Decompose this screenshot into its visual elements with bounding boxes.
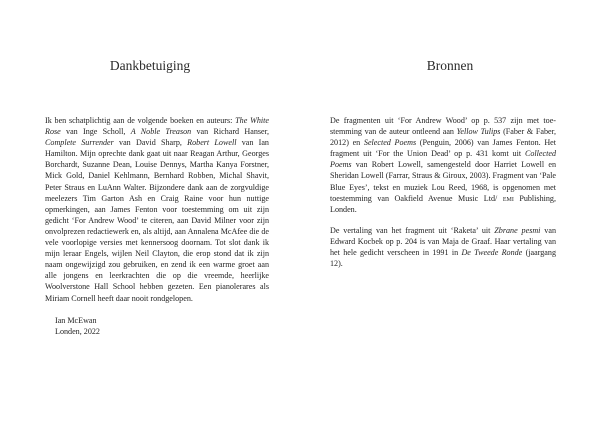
text-run: van Inge Scholl, xyxy=(60,127,131,137)
text-run: van Edward Kocbek op p. 204 is van Maja de Graaf. Haar vertaling van het hele gedicht verscheen in 1991 in xyxy=(330,225,556,258)
acknowledgements-body xyxy=(45,115,269,337)
text-run: De vertaling van het fragment uit ‘Raketa’ uit xyxy=(330,225,495,235)
right-page xyxy=(300,0,600,440)
text-run: (Faber & Faber, 2012) en xyxy=(330,127,556,148)
sources-paragraph-1 xyxy=(330,115,556,215)
page-title-sources: Bronnen xyxy=(426,58,474,73)
sources-body xyxy=(330,115,556,269)
signature-name: Ian McEwan xyxy=(55,315,97,325)
page-title-acknowledgements: Dankbetuiging xyxy=(109,58,191,73)
text-run: Publishing, Londen. xyxy=(330,193,556,214)
acknowledgements-paragraph xyxy=(45,115,269,304)
italic-title: Selected Poems xyxy=(363,138,417,148)
italic-title: Yellow Tulips xyxy=(456,127,501,137)
small-caps-text: emi xyxy=(502,193,514,203)
italic-title: Robert Lowell xyxy=(187,138,237,148)
text-run: Ik ben schatplichtig aan de volgende boeken en auteurs: xyxy=(45,116,236,125)
text-run: van David Sharp, xyxy=(113,138,188,148)
signature-place-date: Londen, 2022 xyxy=(55,326,100,336)
text-run: (jaargang 12). xyxy=(330,248,556,269)
italic-title: The White Rose xyxy=(45,116,269,137)
italic-title: Complete Surrender xyxy=(45,138,114,148)
italic-title: A Noble Treason xyxy=(130,127,192,137)
italic-title: Collected Poems xyxy=(330,149,556,170)
italic-title: Zbrane pesmi xyxy=(494,225,541,235)
text-run: van Richard Hanser, xyxy=(191,127,270,137)
italic-title: De Tweede Ronde xyxy=(461,248,523,258)
signature xyxy=(45,315,269,337)
text-run: (Penguin, 2006) van James Fenton. Het fragment uit ‘For the Union Dead’ op p. 431 komt uit xyxy=(330,138,557,159)
text-run: van Ian Hamilton. Mijn oprechte dank gaat uit naar Reagan Arthur, Georges Borchardt, Suzanne Dean, Louise Dennys, Martha Kanya Forstner, Mick Gold, Daniel Kehlmann, Bernhard Robben, Michal Shavit, Peter Straus en LuAnn Walter. Bijzondere dank aan de zorgvuldige meelezers Tim Garton Ash en Craig Raine voor hun nuttige opmerkingen, aan James Fenton voor toestemming om uit zijn gedicht ‘For Andrew Wood’ te citeren, aan David Milner voor zijn onvolprezen redactiewerk en, als altijd, aan Annalena McAfee die de vele voorlopige versies met kennersoog doornam. Tot slot dank ik mijn leraar Engels, wijlen Neil Clayton, die erop stond dat ik zijn naam ongewijzigd zou gebruiken, en zend ik een warme groet aan alle jongens en leerkrachten die op die vreemde, heerlijke Woolverstone Hall School hebben gezeten. Een pianolerares als Miriam Cornell heeft daar nooit rondgelopen. xyxy=(45,138,269,303)
text-run: van Robert Lowell, samengesteld door Harriet Lowell en Sheridan Lowell (Farrar, Straus & Giroux, 2003). Fragment van ‘Pale Blue Eyes’, tekst en muziek Lou Reed, 1968, is opgenomen met toestemming van Oakfield Avenue Music Ltd/ xyxy=(330,160,556,203)
sources-paragraph-2 xyxy=(330,225,556,269)
text-run: De fragmenten uit ‘For Andrew Wood’ op p. 537 zijn met toestemming van de auteur ontleend aan xyxy=(330,116,556,137)
